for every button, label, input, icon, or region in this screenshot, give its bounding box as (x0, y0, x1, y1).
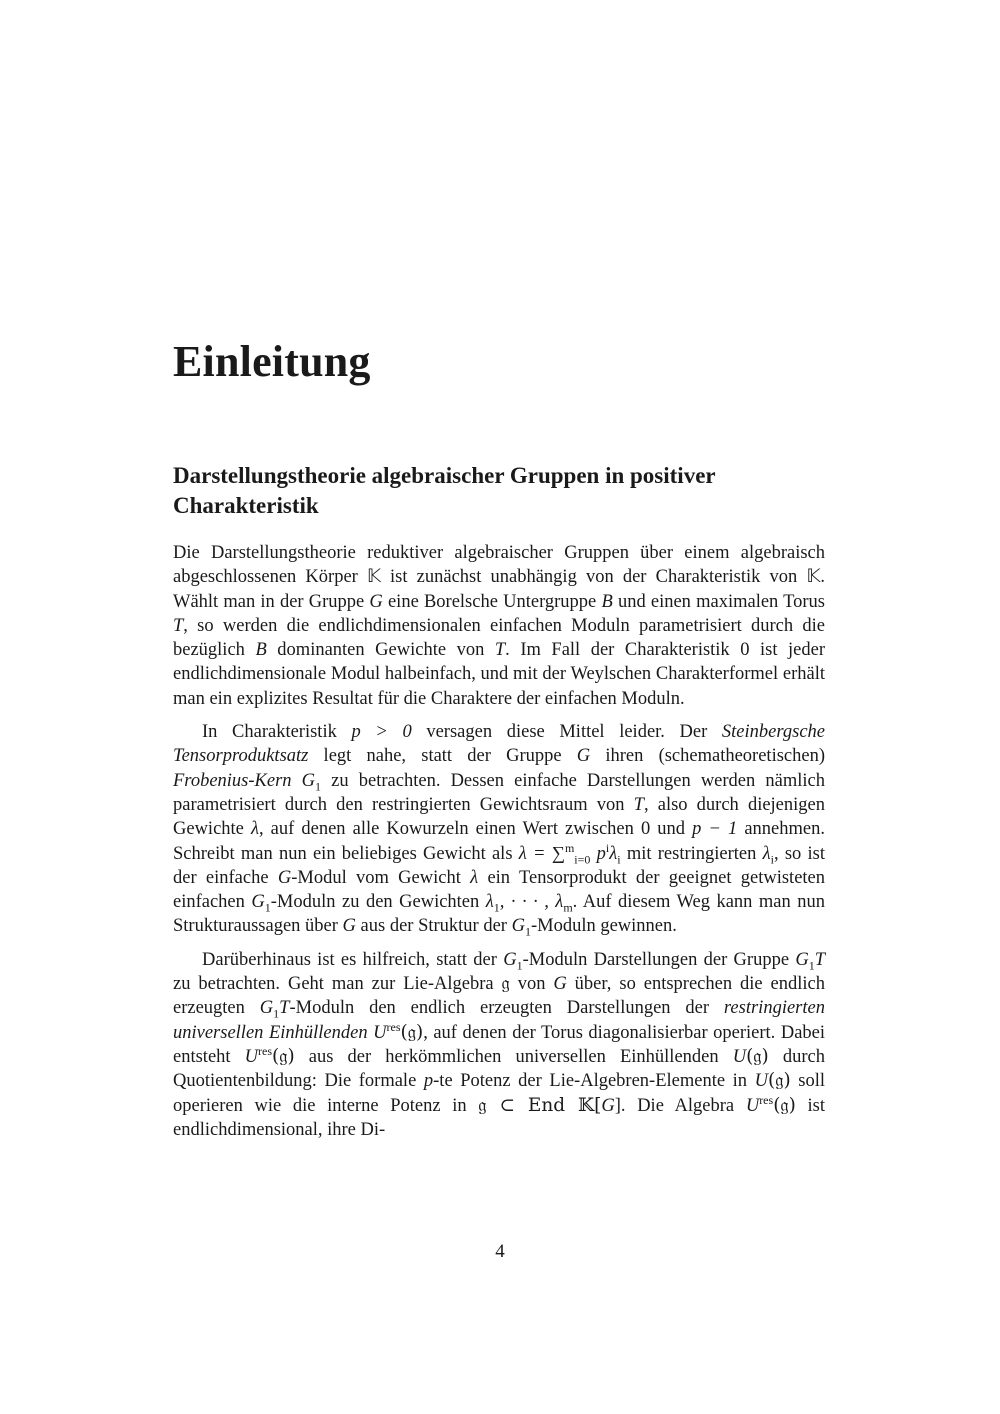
paragraph-1: Die Darstellungstheorie reduktiver algebraischer Gruppen über einem algebraisch abgeschlossenen Körper 𝕂 ist zunächst unabhängig von der Charakteristik von 𝕂. Wählt man in der Gruppe G eine Borelsche Untergruppe B und einen maximalen Torus T, so werden die endlichdimensionalen einfachen Moduln parametrisiert durch die bezüglich B dominanten Gewichte von T. Im Fall der Charakteristik 0 ist jeder endlichdimensionale Modul halbeinfach, und mit der Weylschen Charakterformel erhält man ein explizites Resultat für die Charaktere der einfachen Moduln. (173, 543, 826, 709)
paragraph-2: In Charakteristik p > 0 versagen diese Mittel leider. Der Steinbergsche Tensorproduktsatz legt nahe, statt der Gruppe G ihren (schematheoretischen) Frobenius-Kern $G_1$ zu betrachten. Dessen einfache Darstellungen werden nämlich parametrisiert durch den restringierten Gewichtsraum von T, also durch diejenigen Gewichte λ, auf denen alle Kowurzeln einen Wert zwischen 0 und p − 1 annehmen. Schreibt man nun ein beliebiges Gewicht als λ = ∑$^m_{i=0}$ $p^i\lambda_i$ mit restringierten $\lambda_i$, so ist der einfache G-Modul vom Gewicht λ ein Tensorprodukt der geeignet getwisteten einfachen $G_1$-Moduln zu den Gewichten $\lambda_1$, · · · , $\lambda_m$. Auf diesem Weg kann man nun Strukturaussagen über G aus der Struktur der $G_1$-Moduln gewinnen. (173, 722, 826, 940)
page-number: 4 (495, 1241, 505, 1262)
paragraph-3: Darüberhinaus ist es hilfreich, statt der $G_1$-Moduln Darstellungen der Gruppe $G_1T$ zu betrachten. Geht man zur Lie-Algebra 𝔤 von G über, so entsprechen die endlich erzeugten $G_1T$-Moduln den endlich erzeugten Darstellungen der restringierten universellen Einhüllenden $U^{res}(𝔤)$, auf denen der Torus diagonalisierbar operiert. Dabei entsteht $U^{res}(𝔤)$ aus der herkömmlichen universellen Einhüllenden U(𝔤) durch Quotientenbildung: Die formale p-te Potenz der Lie-Algebren-Elemente in U(𝔤) soll operieren wie die interne Potenz in 𝔤 ⊂ End 𝕂[G]. Die Algebra $U^{res}(𝔤)$ ist endlichdimensional, ihre Di- (173, 949, 826, 1140)
body-text (173, 541, 825, 1142)
chapter-title: Einleitung (173, 337, 371, 386)
section-title: Darstellungstheorie algebraischer Gruppen in positiver Charakteristik (173, 463, 716, 518)
